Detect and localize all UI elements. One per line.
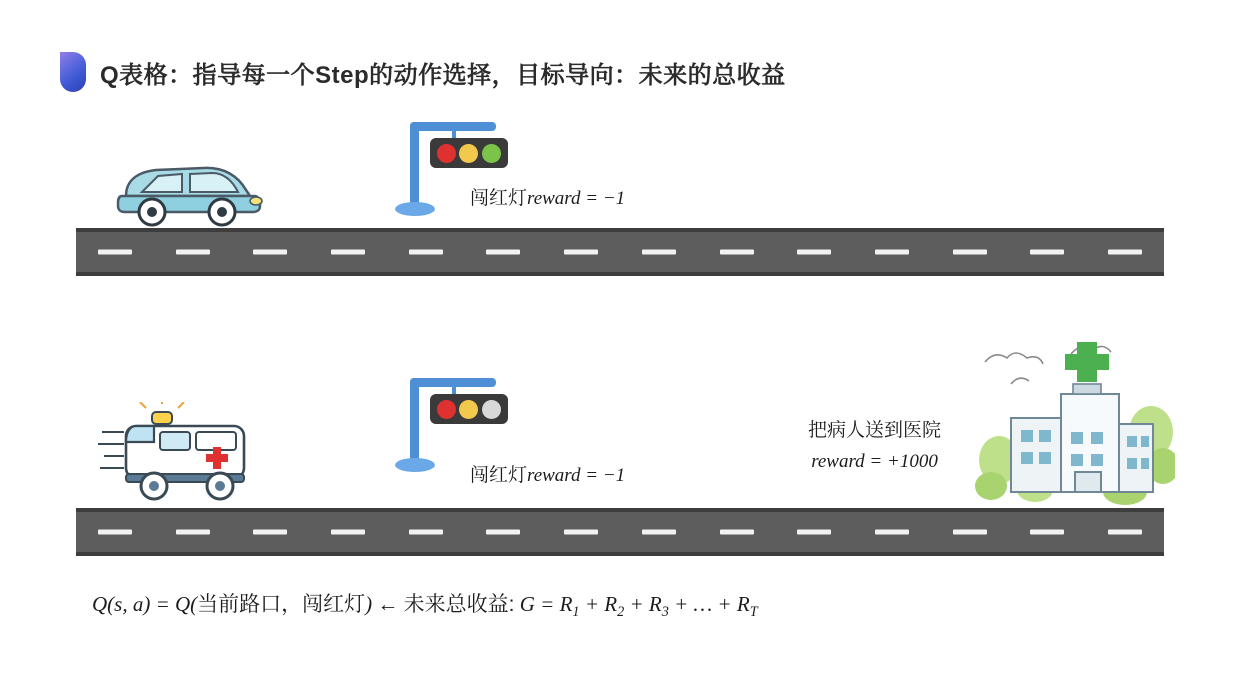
hospital-icon — [975, 340, 1175, 515]
green-lamp-icon — [482, 400, 501, 419]
hospital-goal-reward: reward = +1000 — [811, 451, 938, 472]
road-dash — [953, 530, 987, 535]
road-dash — [331, 250, 365, 255]
ambulance-illustration — [96, 402, 281, 512]
car-illustration — [108, 148, 268, 228]
road-dash — [1108, 530, 1142, 535]
road-dash — [797, 530, 831, 535]
formula-lhs-close: ) — [365, 592, 373, 616]
road-dash — [98, 250, 132, 255]
road-dash — [564, 250, 598, 255]
reward-label-bottom-cjk: 闯红灯 — [470, 465, 528, 486]
formula-arrow: ← — [377, 592, 399, 616]
red-lamp-icon — [437, 400, 456, 419]
road-dash — [1030, 530, 1064, 535]
bullet-marker-icon — [60, 52, 86, 92]
green-lamp-icon — [482, 144, 501, 163]
road-dash — [875, 250, 909, 255]
road-dash — [564, 530, 598, 535]
yellow-lamp-icon — [459, 144, 478, 163]
traffic-light-base — [395, 458, 435, 472]
formula-label: 未来总收益: — [403, 593, 515, 616]
road-top — [76, 228, 1164, 276]
road-dash — [875, 530, 909, 535]
page-title — [60, 52, 786, 92]
road-dash — [1030, 250, 1064, 255]
page-title-text: Q表格：指导每一个Step的动作选择，目标导向：未来的总收益 — [100, 61, 786, 89]
road-dash — [409, 250, 443, 255]
reward-label-bottom — [470, 460, 625, 487]
road-dash — [720, 530, 754, 535]
road-dash — [1108, 250, 1142, 255]
road-dash — [409, 530, 443, 535]
road-bottom-dashes — [76, 530, 1164, 535]
road-dash — [176, 250, 210, 255]
road-dash — [797, 250, 831, 255]
reward-label-top-math: reward = −1 — [527, 188, 626, 209]
road-dash — [176, 530, 210, 535]
traffic-light-pole — [410, 122, 419, 208]
formula-state: 当前路口，闯红灯 — [197, 593, 366, 616]
traffic-light-housing — [430, 138, 508, 168]
road-dash — [98, 530, 132, 535]
hospital-goal-text: 把病人送到医院 — [808, 420, 942, 441]
formula-lhs: Q(s, a) = Q( — [92, 592, 198, 616]
reward-label-top-cjk: 闯红灯 — [470, 188, 528, 209]
reward-label-top — [470, 183, 625, 210]
q-value-formula — [92, 588, 758, 621]
red-lamp-icon — [437, 144, 456, 163]
road-dash — [720, 250, 754, 255]
traffic-light-base — [395, 202, 435, 216]
road-dash — [331, 530, 365, 535]
road-dash — [486, 250, 520, 255]
road-dash — [253, 250, 287, 255]
road-dash — [642, 530, 676, 535]
reward-label-bottom-math: reward = −1 — [527, 465, 626, 486]
road-dash — [953, 250, 987, 255]
traffic-light-housing — [430, 394, 508, 424]
road-dash — [486, 530, 520, 535]
traffic-light-pole — [410, 378, 419, 464]
yellow-lamp-icon — [459, 400, 478, 419]
formula-rhs: $G = R_1 + R_2 + R_3$ + … + $R_T$ — [519, 592, 758, 621]
road-top-dashes — [76, 250, 1164, 255]
road-dash — [642, 250, 676, 255]
traffic-light-top — [402, 122, 522, 232]
road-bottom — [76, 508, 1164, 556]
hospital-goal-label — [808, 415, 941, 473]
road-dash — [253, 530, 287, 535]
